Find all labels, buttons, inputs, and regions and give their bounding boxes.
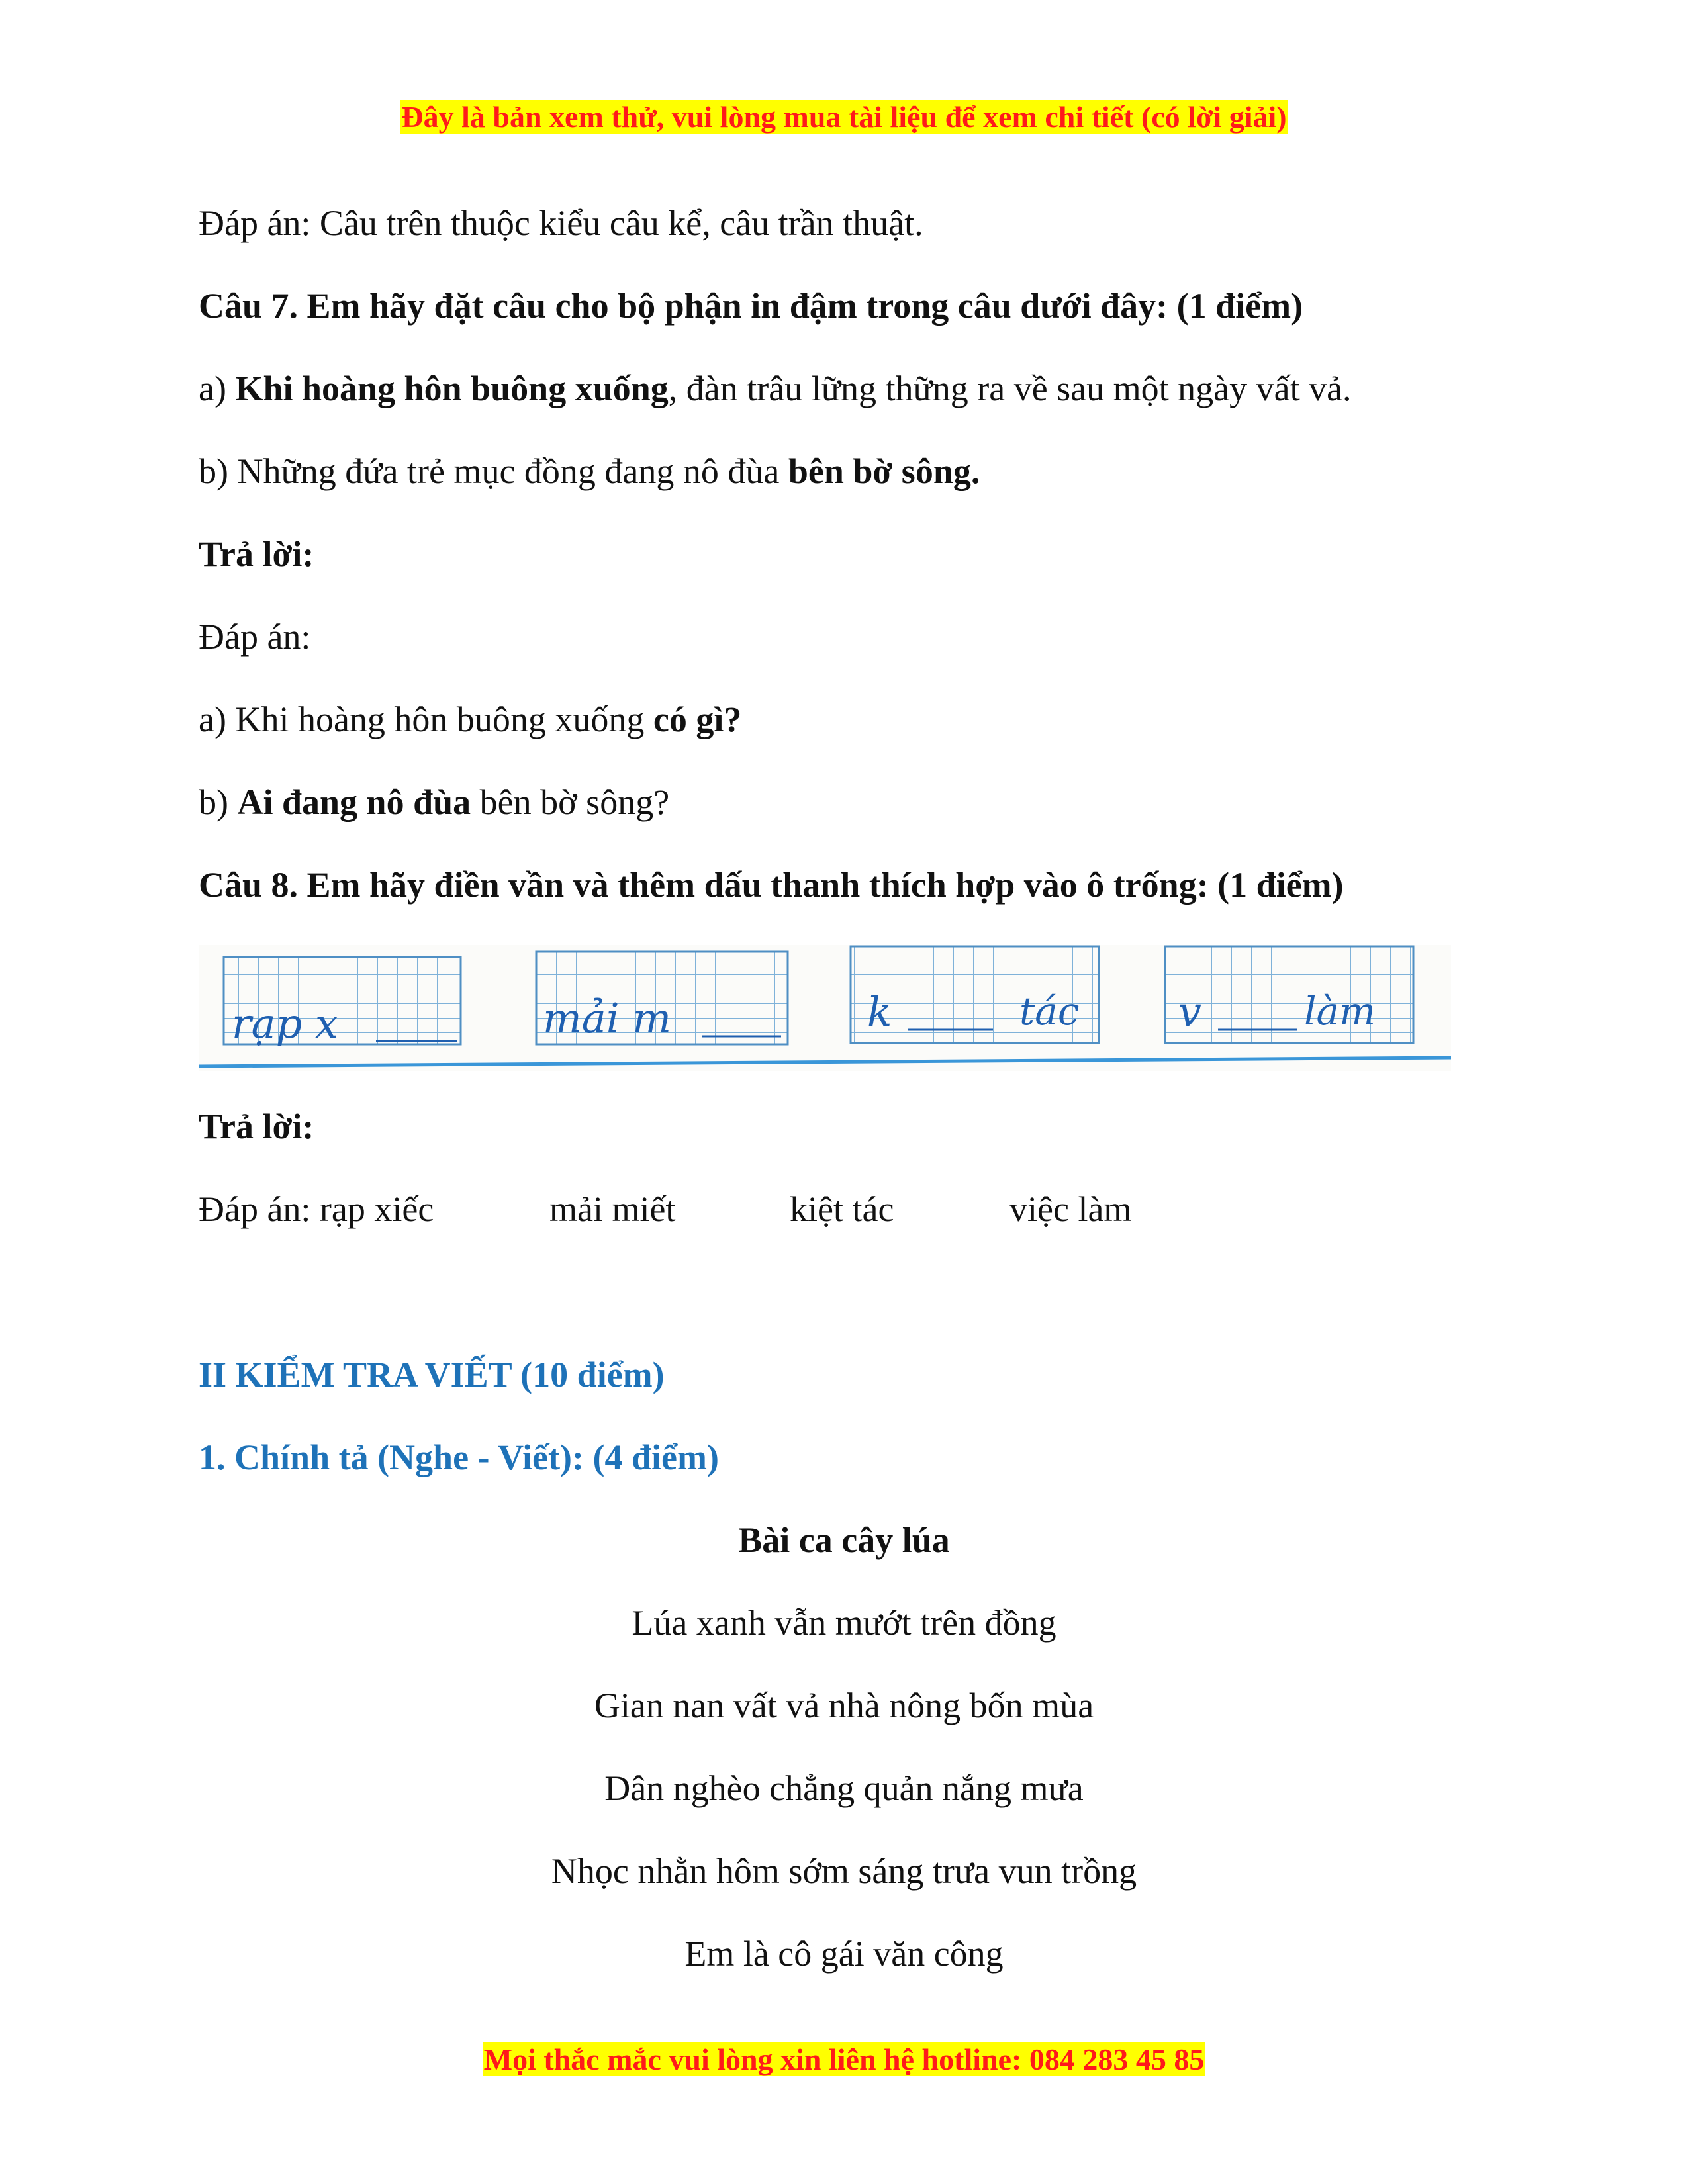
- q7-a-bold: Khi hoàng hôn buông xuống: [235, 369, 669, 408]
- q7-answer-a: [199, 698, 741, 741]
- grid-box-4: [1165, 946, 1413, 1043]
- q8-answer-prefix: Đáp án: rạp xiếc: [199, 1189, 434, 1229]
- q8-answer-kiet-tac: kiệt tác: [790, 1189, 894, 1229]
- poem-line: Dân nghèo chẳng quản nắng mưa: [604, 1768, 1084, 1808]
- hotline-banner: [0, 2042, 1688, 2077]
- q7-answer-label: Đáp án:: [199, 617, 311, 657]
- q7-ans-b-bold: Ai đang nô đùa: [237, 782, 471, 822]
- q7-ans-a-text: a) Khi hoàng hôn buông xuống: [199, 700, 653, 739]
- q7-title: Câu 7. Em hãy đặt câu cho bộ phận in đậm trong câu dưới đây: (1 điểm): [199, 286, 1303, 326]
- hw-word-tac: tác: [1019, 989, 1080, 1034]
- q8-title: Câu 8. Em hãy điền vần và thêm dấu thanh thích hợp vào ô trống: (1 điểm): [199, 865, 1344, 905]
- q7-b-text: b) Những đứa trẻ mục đồng đang nô đùa: [199, 451, 788, 491]
- q7-ans-b-rest: bên bờ sông?: [471, 782, 670, 822]
- section2-subheading: 1. Chính tả (Nghe - Viết): (4 điểm): [199, 1437, 719, 1477]
- q7-b-bold: bên bờ sông.: [788, 451, 980, 491]
- hotline-banner-text: Mọi thắc mắc vui lòng xin liên hệ hotline: 084 283 45 85: [483, 2042, 1205, 2076]
- q7-a-rest: , đàn trâu lững thững ra về sau một ngày vất vả.: [668, 369, 1352, 408]
- hw-word-mai-m: mải m: [543, 994, 672, 1042]
- q7-answer-b: [199, 781, 669, 823]
- q7-reply-label: Trả lời:: [199, 534, 314, 574]
- poem-title: Bài ca cây lúa: [738, 1520, 950, 1560]
- q8-exercise-grid: [199, 945, 1451, 1071]
- poem-line: Gian nan vất vả nhà nông bốn mùa: [594, 1686, 1094, 1725]
- q7-a-prefix: a): [199, 369, 236, 408]
- section2-heading: II KIỂM TRA VIẾT (10 điểm): [199, 1355, 665, 1394]
- q8-reply-label: Trả lời:: [199, 1107, 314, 1146]
- hw-word-lam: làm: [1304, 989, 1376, 1034]
- q8-exercise-image: [199, 945, 1451, 1071]
- preview-banner-text: Đây là bản xem thử, vui lòng mua tài liệu để xem chi tiết (có lời giải): [401, 100, 1287, 134]
- preview-banner: [0, 99, 1688, 134]
- hw-word-k: k: [867, 987, 892, 1036]
- q6-answer: Đáp án: Câu trên thuộc kiểu câu kể, câu trần thuật.: [199, 203, 923, 243]
- q8-answer-viec-lam: việc làm: [1009, 1189, 1132, 1229]
- q7-ans-b-prefix: b): [199, 782, 238, 822]
- q7-sentence-b: [199, 450, 980, 492]
- q7-ans-a-bold: có gì?: [653, 700, 742, 739]
- poem-line: Nhọc nhằn hôm sớm sáng trưa vun trồng: [551, 1851, 1137, 1891]
- poem-line: Lúa xanh vẫn mướt trên đồng: [632, 1603, 1056, 1643]
- q7-sentence-a: [199, 367, 1352, 410]
- blue-rule: [199, 1058, 1451, 1066]
- q8-answer-mai-miet: mải miết: [549, 1189, 676, 1229]
- hw-word-rap-x: rạp x: [232, 999, 338, 1048]
- hw-word-v: v: [1178, 987, 1202, 1036]
- poem-line: Em là cô gái văn công: [684, 1934, 1004, 1974]
